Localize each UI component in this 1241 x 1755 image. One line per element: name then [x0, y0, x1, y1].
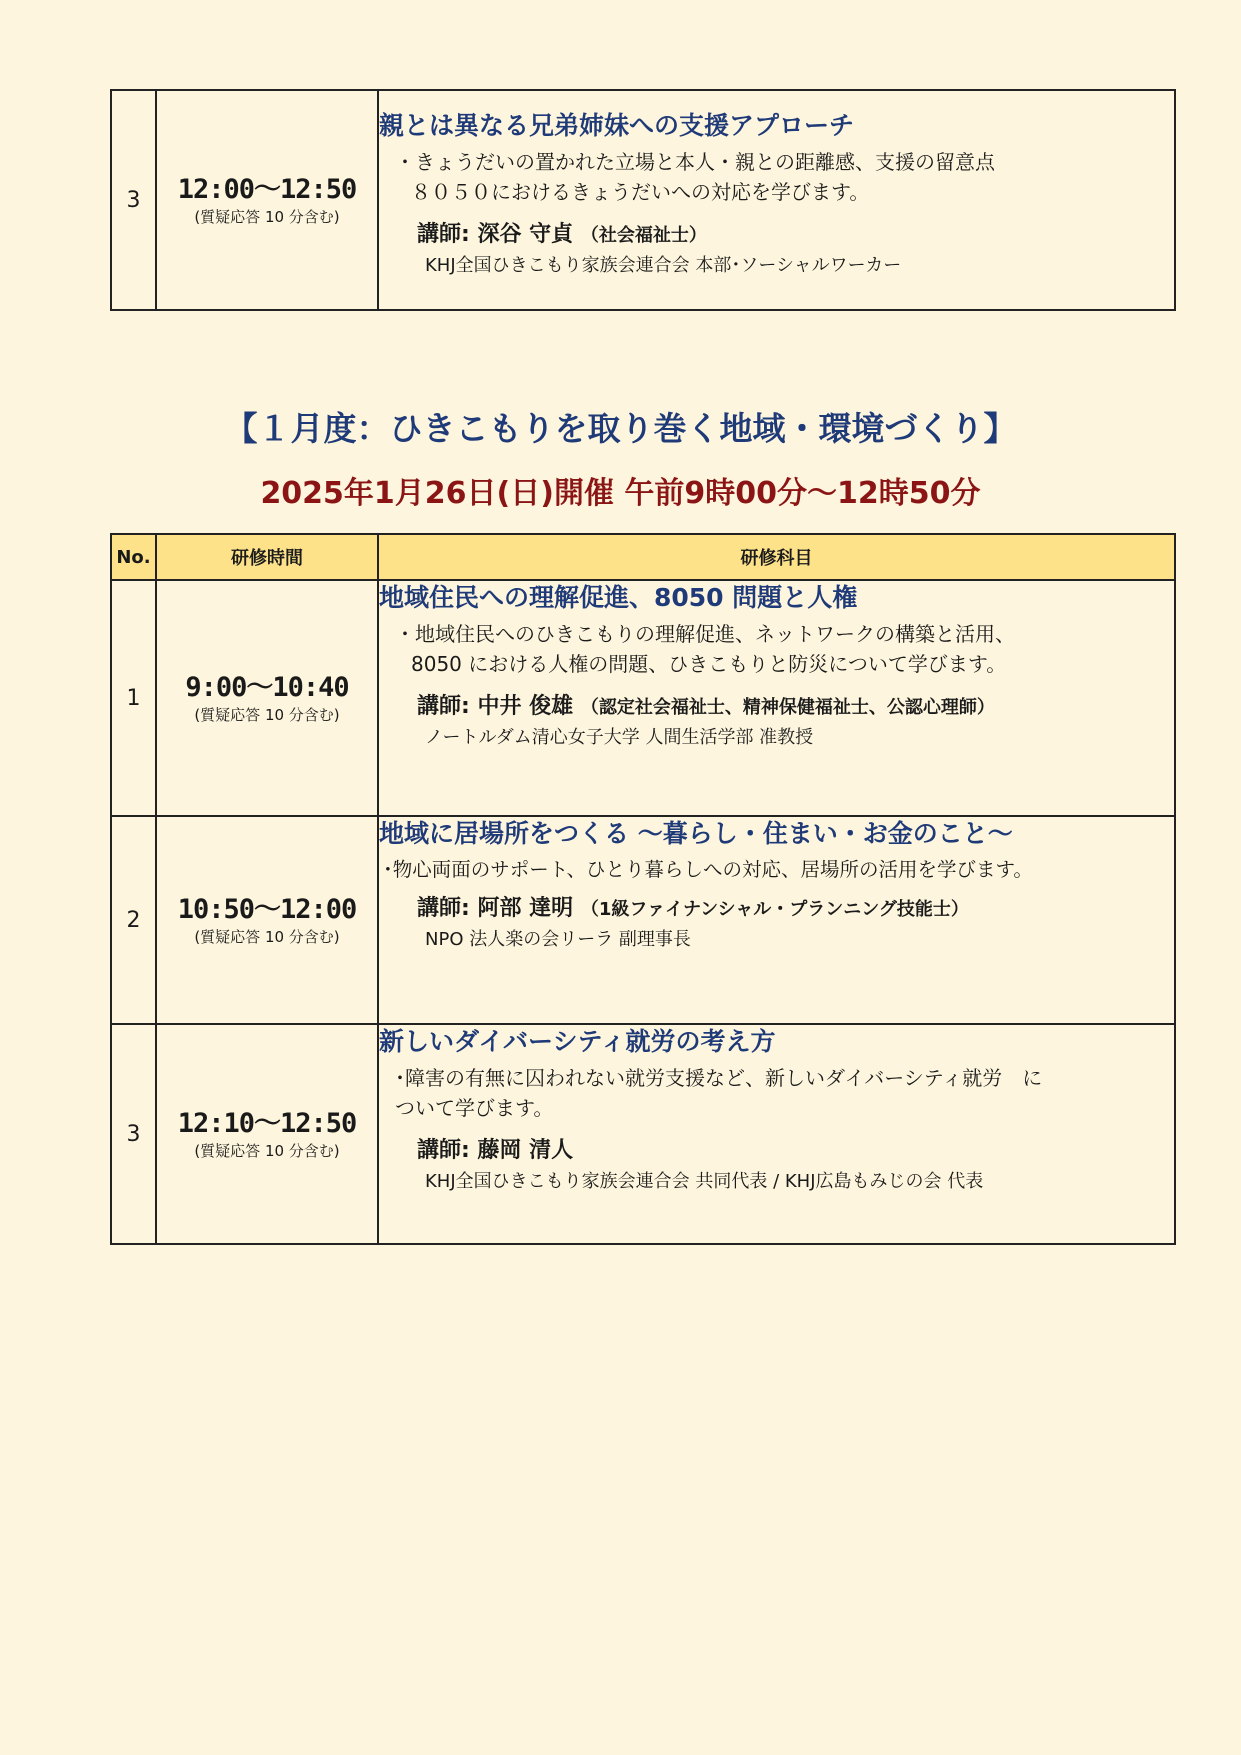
- section-heading: 【１月度：ひきこもりを取り巻く地域・環境づくり】: [224, 409, 1017, 448]
- table-row: [111, 90, 1175, 310]
- subject-cell: [378, 90, 1175, 310]
- session-time: 9:00～10:40: [185, 672, 349, 703]
- lecturer-label: 講師:: [417, 694, 470, 719]
- row-number: 3: [111, 1024, 156, 1244]
- qa-note: (質疑応答 10 分含む): [194, 928, 340, 946]
- lecturer: [379, 691, 1174, 724]
- description-line: ・地域住民へのひきこもりの理解促進、ネットワークの構築と活用、: [395, 622, 1015, 646]
- subject-description: [379, 855, 1174, 885]
- column-header-no: No.: [111, 534, 156, 580]
- lecturer-qualifications: （1級ファイナンシャル・プランニング技能士）: [580, 899, 969, 920]
- lecturer: [379, 1135, 1174, 1168]
- subject-title: 地域に居場所をつくる ～暮らし・住まい・お金のこと～: [379, 819, 1013, 848]
- table-header-row: [111, 534, 1175, 580]
- subject-cell: [378, 580, 1175, 816]
- row-number: 3: [111, 90, 156, 310]
- subject-title: 親とは異なる兄弟姉妹への支援アプローチ: [379, 111, 855, 140]
- description-line: ・きょうだいの置かれた立場と本人・親との距離感、支援の留意点: [395, 150, 995, 174]
- subject-description: [379, 1063, 1174, 1123]
- table-row: [111, 816, 1175, 1024]
- session-time-cell: [156, 1024, 378, 1244]
- qa-note: (質疑応答 10 分含む): [194, 208, 340, 226]
- description-line: ついて学びます。: [395, 1096, 554, 1120]
- session-time-cell: [156, 816, 378, 1024]
- lecturer: [379, 219, 1174, 252]
- qa-note: (質疑応答 10 分含む): [194, 706, 340, 724]
- subject-description: [379, 619, 1174, 679]
- qa-note: (質疑応答 10 分含む): [194, 1142, 340, 1160]
- lecturer-affiliation: KHJ全国ひきこもり家族会連合会 共同代表 / KHJ広島もみじの会 代表: [425, 1171, 984, 1192]
- january-schedule-table: [110, 533, 1176, 1245]
- lecturer-qualifications: （認定社会福祉士、精神保健福祉士、公認心理師）: [580, 697, 995, 718]
- lecturer-affiliation: NPO 法人楽の会リーラ 副理事長: [425, 929, 691, 950]
- session-time: 12:10～12:50: [177, 1108, 357, 1139]
- table-row: [111, 580, 1175, 816]
- column-header-subject: 研修科目: [378, 534, 1175, 580]
- description-line: ８０５０におけるきょうだいへの対応を学びます。: [411, 180, 870, 204]
- lecturer-affiliation: ノートルダム清心女子大学 人間生活学部 准教授: [425, 727, 814, 748]
- subject-description: [379, 147, 1174, 207]
- description-line: ･障害の有無に囚われない就労支援など、新しいダイバーシティ就労 に: [395, 1066, 1043, 1090]
- table-row: [111, 1024, 1175, 1244]
- previous-schedule-table: [110, 89, 1176, 311]
- lecturer-name: 深谷 守貞: [477, 222, 574, 247]
- session-time-cell: [156, 90, 378, 310]
- lecturer-name: 藤岡 清人: [477, 1138, 574, 1163]
- lecturer-affiliation: KHJ全国ひきこもり家族会連合会 本部･ソーシャルワーカー: [425, 255, 902, 276]
- session-time: 10:50～12:00: [177, 894, 357, 925]
- subject-title: 地域住民への理解促進、8050 問題と人権: [379, 583, 858, 612]
- subject-cell: [378, 816, 1175, 1024]
- lecturer-name: 阿部 達明: [477, 896, 574, 921]
- lecturer: [379, 893, 1174, 926]
- row-number: 1: [111, 580, 156, 816]
- event-date: 2025年1月26日(日)開催 午前9時00分～12時50分: [260, 476, 981, 511]
- session-time-cell: [156, 580, 378, 816]
- description-line: 8050 における人権の問題、ひきこもりと防災について学びます。: [411, 652, 1007, 676]
- row-number: 2: [111, 816, 156, 1024]
- lecturer-label: 講師:: [417, 222, 470, 247]
- lecturer-label: 講師:: [417, 896, 470, 921]
- lecturer-label: 講師:: [417, 1138, 470, 1163]
- subject-title: 新しいダイバーシティ就労の考え方: [379, 1027, 776, 1056]
- lecturer-name: 中井 俊雄: [477, 694, 574, 719]
- column-header-time: 研修時間: [156, 534, 378, 580]
- session-time: 12:00～12:50: [177, 174, 357, 205]
- lecturer-qualifications: （社会福祉士）: [580, 225, 707, 246]
- description-line: ･物心両面のサポート、ひとり暮らしへの対応、居場所の活用を学びます。: [383, 858, 1033, 881]
- subject-cell: [378, 1024, 1175, 1244]
